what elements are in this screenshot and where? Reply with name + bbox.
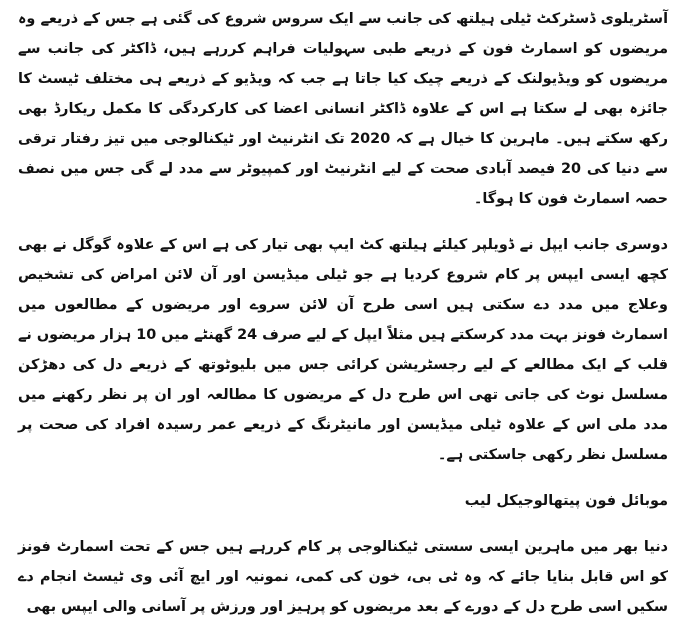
article-body [18, 4, 668, 622]
paragraph-gap [18, 214, 668, 230]
paragraph-gap [18, 470, 668, 486]
paragraph-gap [18, 516, 668, 532]
paragraph-mobile-lab: دنیا بھر میں ماہرین ایسی سستی ٹیکنالوجی پر کام کررہے ہیں جس کے تحت اسمارٹ فونز کو اس قابل بنایا جائے کہ وہ ٹی بی، خون کی کمی، نمونیہ اور ایچ آئی وی ٹیسٹ انجام دے سکیں اسی طرح دل کے دورے کے بعد مریضوں کو پرہیز اور ورزش پر آسانی والی ایپس بھی [18, 539, 668, 615]
paragraph-apple-google: دوسری جانب ایپل نے ڈویلپر کیلئے ہیلتھ کٹ ایپ بھی تیار کی ہے اس کے علاوہ گوگل نے بھی کچھ ایسی ایپس پر کام شروع کردیا ہے جو ٹیلی میڈیسن اور آن لائن امراض کی تشخیص وعلاج میں مدد دے سکتی ہیں اسی طرح آن لائن سروے اور مریضوں کے مطالعوں میں اسمارٹ فونز بہت مدد کرسکتے ہیں مثلاً ایپل کے لیے صرف 24 گھنٹے میں 10 ہزار مریضوں نے قلب کے ایک مطالعے کے لیے رجسٹریشن کرائی جس میں بلیوٹوتھ کے ذریعے دل کی دھڑکن مسلسل نوٹ کی جاتی تھی اس طرح دل کے مریضوں کا مطالعہ اور ان پر نظر رکھنے میں مدد ملی اس کے علاوہ ٹیلی میڈیسن اور مانیٹرنگ کے ذریعے عمر رسیدہ افراد کی صحت پر مسلسل نظر رکھی جاسکتی ہے۔ [18, 237, 668, 463]
paragraph-telehealth: آسٹریلوی ڈسٹرکٹ ٹیلی ہیلتھ کی جانب سے ایک سروس شروع کی گئی ہے جس کے ذریعے وہ مریضوں کو اسمارٹ فون کے ذریعے طبی سہولیات فراہم کررہے ہیں، ڈاکٹر کی جانب سے مریضوں کو ویڈیولنک کے ذریعے چیک کیا جاتا ہے جب کہ ویڈیو کے ذریعے ہی مختلف ٹیسٹ کا جائزہ بھی لے سکتا ہے اس کے علاوہ ڈاکٹر انسانی اعضا کی کارکردگی کا مکمل ریکارڈ بھی رکھ سکتے ہیں۔ ماہرین کا خیال ہے کہ 2020 تک انٹرنیٹ اور ٹیکنالوجی میں تیز رفتار ترقی سے دنیا کی 20 فیصد آبادی صحت کے لیے انٹرنیٹ اور کمپیوٹر سے مدد لے گی جس میں نصف حصہ اسمارٹ فون کا ہوگا۔ [18, 11, 668, 207]
section-heading: موبائل فون پیتھالوجیکل لیب [464, 493, 668, 509]
